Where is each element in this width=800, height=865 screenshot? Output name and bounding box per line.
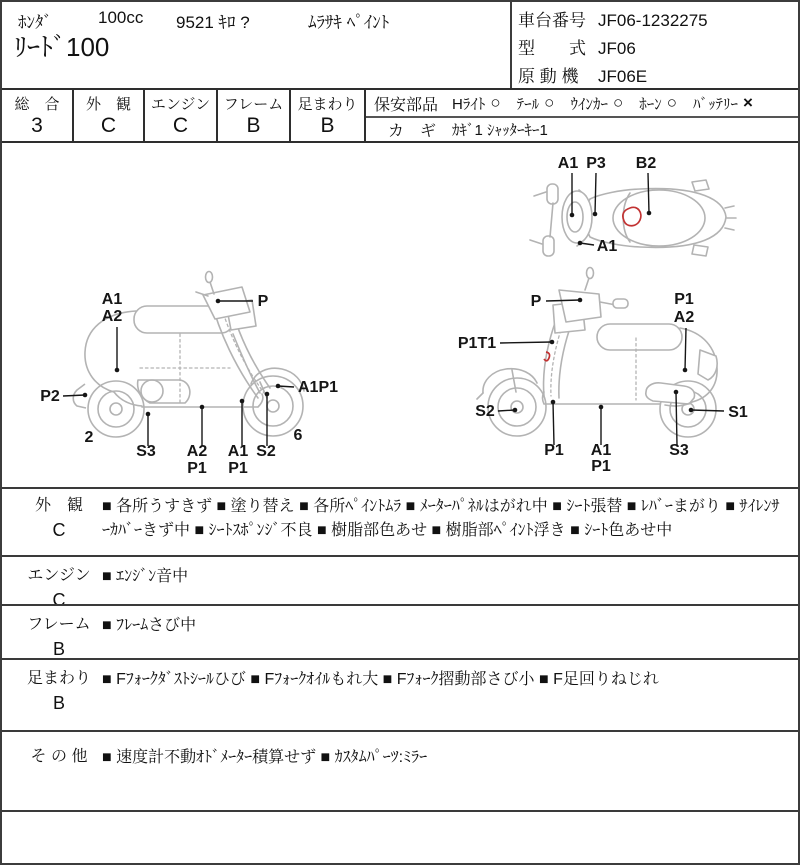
grade-cell-overall [2, 90, 74, 141]
security-item-label: ﾎｰﾝ [639, 95, 662, 113]
anchor-dot [550, 340, 555, 345]
condition-row-label [14, 612, 104, 663]
damage-code-label: P1 [544, 442, 564, 459]
anchor-dot [647, 211, 652, 216]
chassis-number-line [518, 6, 708, 31]
grade-label: 外 観 [85, 96, 131, 113]
damage-code-label: S1 [728, 404, 748, 421]
condition-grade: C [52, 520, 66, 540]
key-row [366, 118, 798, 141]
security-item-horn [639, 93, 677, 114]
grade-value: 3 [31, 114, 43, 137]
anchor-dot [115, 368, 120, 373]
status-ok-icon: ○ [544, 93, 555, 112]
anchor-dot [200, 405, 205, 410]
maker-name: ﾎﾝﾀﾞ [18, 13, 52, 32]
leader-line [691, 410, 724, 411]
condition-items: ■ 速度計不動ｵﾄﾞﾒｰﾀｰ積算せず ■ ｶｽﾀﾑﾊﾟｰﾂ:ﾐﾗｰ [102, 749, 428, 766]
damage-code-label: P1 [228, 460, 248, 477]
security-parts-box [366, 90, 798, 141]
type-label: 型 式 [518, 39, 586, 58]
security-item-headlight [452, 93, 501, 114]
anchor-dot [570, 213, 575, 218]
damage-code-label: A2 [186, 443, 208, 460]
damage-code-label: A1 [590, 442, 612, 459]
model-name: ﾘｰﾄﾞ100 [14, 32, 110, 62]
condition-grade: B [52, 693, 65, 713]
anchor-dot [689, 408, 694, 413]
damage-code-label: A1P1 [297, 379, 339, 396]
damage-code-label: S2 [475, 403, 495, 420]
engine-label: 原 動 機 [518, 67, 579, 86]
grade-value: B [246, 114, 261, 137]
security-item-winker [570, 93, 623, 114]
condition-category: そ の 他 [30, 748, 88, 765]
condition-row-label [14, 744, 104, 769]
anchor-dot [265, 392, 270, 397]
condition-row-frame [2, 604, 798, 658]
damage-code-label: A1 [101, 291, 123, 308]
damage-code-label: P1 [187, 460, 207, 477]
security-parts-row [366, 90, 798, 118]
status-ok-icon: ○ [490, 93, 501, 112]
displacement: 100cc [98, 8, 144, 27]
damage-code-label: 2 [84, 429, 94, 446]
leader-line [278, 386, 294, 387]
condition-row-other [2, 730, 798, 810]
anchor-dot [578, 298, 583, 303]
condition-items: ■ ｴﾝｼﾞﾝ音中 [102, 568, 189, 585]
type-value: JF06 [598, 39, 636, 58]
grade-label: エンジン [150, 96, 211, 113]
security-item-tail [517, 93, 555, 114]
damage-code-label: P [257, 293, 269, 310]
damage-code-label: P3 [586, 155, 606, 172]
security-items [452, 93, 753, 114]
condition-items: ■ 各所うすきず ■ 塗り替え ■ 各所ﾍﾟｲﾝﾄﾑﾗ ■ ﾒｰﾀｰﾊﾟﾈﾙはがれ中 ■ ｼｰﾄ張替 ■ ﾚﾊﾞｰまがり ■ ｻｲﾚﾝｻｰｶﾊﾞｰきず中 ■ ｼｰﾄｽﾎﾟﾝｼﾞ不良 ■ 樹脂部色あせ ■ 樹脂部ﾍﾟｲﾝﾄ浮き ■ ｼｰﾄ色あせ中 [102, 498, 780, 539]
leader-line [498, 410, 515, 411]
leader-line [685, 328, 686, 370]
condition-category: 外 観 [34, 497, 83, 514]
security-item-label: ﾊﾞｯﾃﾘｰ [693, 95, 739, 113]
scooter-top-view [530, 180, 736, 256]
condition-grade: C [52, 590, 66, 610]
grade-table [0, 88, 800, 143]
damage-code-label: A2 [673, 309, 695, 326]
damage-code-label: B2 [635, 155, 657, 172]
condition-row-label [14, 666, 104, 717]
anchor-dot [599, 405, 604, 410]
engine-value: JF06E [598, 67, 648, 86]
security-item-label: ﾃｰﾙ [516, 95, 540, 113]
damage-diagram [0, 143, 800, 487]
header-divider [510, 0, 512, 88]
grade-label: 足まわり [297, 96, 358, 113]
anchor-dot [513, 408, 518, 413]
condition-row-undercarriage [2, 658, 798, 730]
grade-value: C [172, 114, 189, 137]
damage-code-label: P1 [674, 291, 694, 308]
damage-code-label: P2 [40, 388, 60, 405]
status-ng-icon: × [743, 93, 753, 112]
anchor-dot [240, 399, 245, 404]
damage-code-label: S3 [669, 442, 689, 459]
anchor-dot [551, 400, 556, 405]
damage-code-label: A1 [596, 238, 618, 255]
key-value: ｶｷﾞ1 ｼｬｯﾀｰｷｰ1 [452, 122, 548, 139]
security-item-battery [693, 93, 753, 114]
condition-category: 足まわり [26, 670, 91, 687]
damage-code-label: S3 [136, 443, 156, 460]
condition-grade: B [52, 639, 65, 659]
anchor-dot [276, 384, 281, 389]
anchor-dot [216, 299, 221, 304]
chassis-number-label: 車台番号 [518, 11, 586, 30]
leader-line [500, 342, 552, 343]
damage-code-label: P1T1 [457, 335, 497, 352]
leader-line [546, 300, 580, 301]
damage-code-label: A1 [227, 443, 249, 460]
damage-code-label: P1 [591, 458, 611, 475]
leader-line [648, 173, 649, 213]
anchor-dot [593, 212, 598, 217]
status-ok-icon: ○ [666, 93, 678, 112]
leader-line [63, 395, 85, 396]
security-item-label: ｳｲﾝｶｰ [570, 95, 608, 113]
grade-cell-exterior [74, 90, 145, 141]
type-line [518, 34, 636, 59]
anchor-dot [83, 393, 88, 398]
empty-footer-row [2, 810, 798, 863]
paint-color: ﾑﾗｻｷ ﾍﾟｲﾝﾄ [308, 13, 390, 32]
grade-cell-frame [218, 90, 291, 141]
key-label: カ ギ [388, 123, 437, 140]
grade-cell-engine [145, 90, 218, 141]
grade-label: 総 合 [14, 96, 60, 113]
security-item-label: Hﾗｲﾄ [452, 95, 486, 113]
damage-code-label: P [530, 293, 542, 310]
grade-value: C [100, 114, 117, 137]
chassis-number-value: JF06-1232275 [598, 11, 708, 30]
anchor-dot [578, 241, 583, 246]
condition-row-exterior [2, 487, 798, 555]
leader-line [553, 402, 554, 445]
leader-line [676, 392, 677, 445]
condition-row-engine [2, 555, 798, 610]
grade-value: B [320, 114, 335, 137]
damage-code-label: 6 [293, 427, 303, 444]
anchor-dot [146, 412, 151, 417]
status-ok-icon: ○ [612, 93, 624, 112]
damage-code-label: S2 [256, 443, 276, 460]
anchor-dot [674, 390, 679, 395]
condition-items: ■ Fﾌｫｰｸﾀﾞｽﾄｼｰﾙひび ■ Fﾌｫｰｸｵｲﾙもれ大 ■ Fﾌｫｰｸ摺動部さび小 ■ F足回りねじれ [102, 671, 659, 688]
condition-category: エンジン [27, 567, 91, 584]
engine-line [518, 62, 647, 87]
damage-code-label: A1 [557, 155, 579, 172]
mileage: 9521 ｷﾛ ? [176, 13, 250, 32]
condition-items: ■ ﾌﾚｰﾑさび中 [102, 617, 197, 634]
grade-cell-undercarriage [291, 90, 366, 141]
anchor-dot [683, 368, 688, 373]
grade-label: フレーム [223, 96, 284, 113]
security-parts-title: 保安部品 [374, 96, 439, 114]
condition-category: フレーム [27, 616, 91, 633]
leader-line [595, 173, 596, 214]
damage-code-label: A2 [101, 308, 123, 325]
condition-row-label [14, 493, 104, 544]
